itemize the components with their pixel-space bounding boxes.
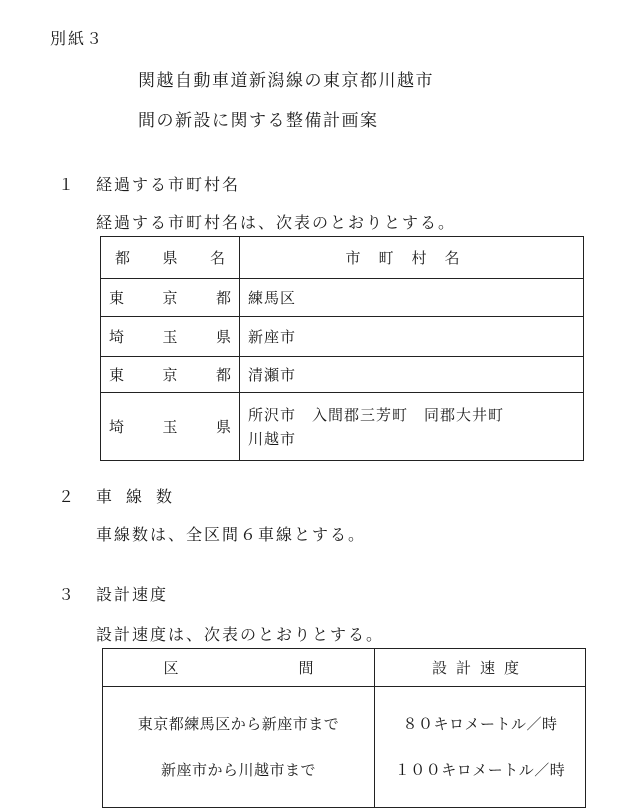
municipalities-table [100,236,584,461]
cell-speed [375,687,586,808]
cell-prefecture: 埼玉県 [101,317,240,357]
table-row [101,393,584,461]
cell-section [103,687,375,808]
section-3-heading: 設計速度 [96,585,169,604]
design-speed-table [102,648,586,808]
cell-prefecture: 東京都 [101,357,240,393]
section-2-number: ２ [58,487,75,506]
section-row-2: 新座市から川越市まで [160,761,316,779]
section-3-number: ３ [58,585,75,604]
cell-prefecture: 東京都 [101,279,240,317]
header-prefecture: 都県名 [101,237,240,279]
section-1-number: １ [58,175,75,194]
cell-prefecture: 埼玉県 [101,393,240,461]
section-2-heading: 車線数 [96,487,187,506]
attachment-label: 別紙３ [50,29,105,48]
document-title-line-2: 間の新設に関する整備計画案 [138,111,379,131]
header-municipalities: 市町村名 [240,237,584,279]
cell-municipalities [240,393,584,461]
section-3-body: 設計速度は、次表のとおりとする。 [96,625,385,644]
table-header-row [103,649,586,687]
table-row [101,279,584,317]
header-design-speed: 設計速度 [375,649,586,687]
speed-row-1: ８０キロメートル／時 [402,715,558,733]
cell-municipalities: 清瀬市 [240,357,584,393]
table-header-row [101,237,584,279]
table-row [103,687,586,808]
header-section: 区間 [103,649,375,687]
section-row-1: 東京都練馬区から新座市まで [137,715,340,733]
table-row [101,317,584,357]
section-1-heading: 経過する市町村名 [96,175,241,194]
document-title-line-1: 関越自動車道新潟線の東京都川越市 [138,71,434,91]
cell-municipalities: 練馬区 [240,279,584,317]
speed-row-2: １００キロメートル／時 [394,761,566,779]
municipalities-line-1: 所沢市 入間郡三芳町 同郡大井町 [248,405,505,424]
table-row [101,357,584,393]
section-1-body: 経過する市町村名は、次表のとおりとする。 [96,213,457,232]
section-2-body: 車線数は、全区間６車線とする。 [96,525,367,544]
cell-municipalities: 新座市 [240,317,584,357]
municipalities-line-2: 川越市 [248,429,297,448]
